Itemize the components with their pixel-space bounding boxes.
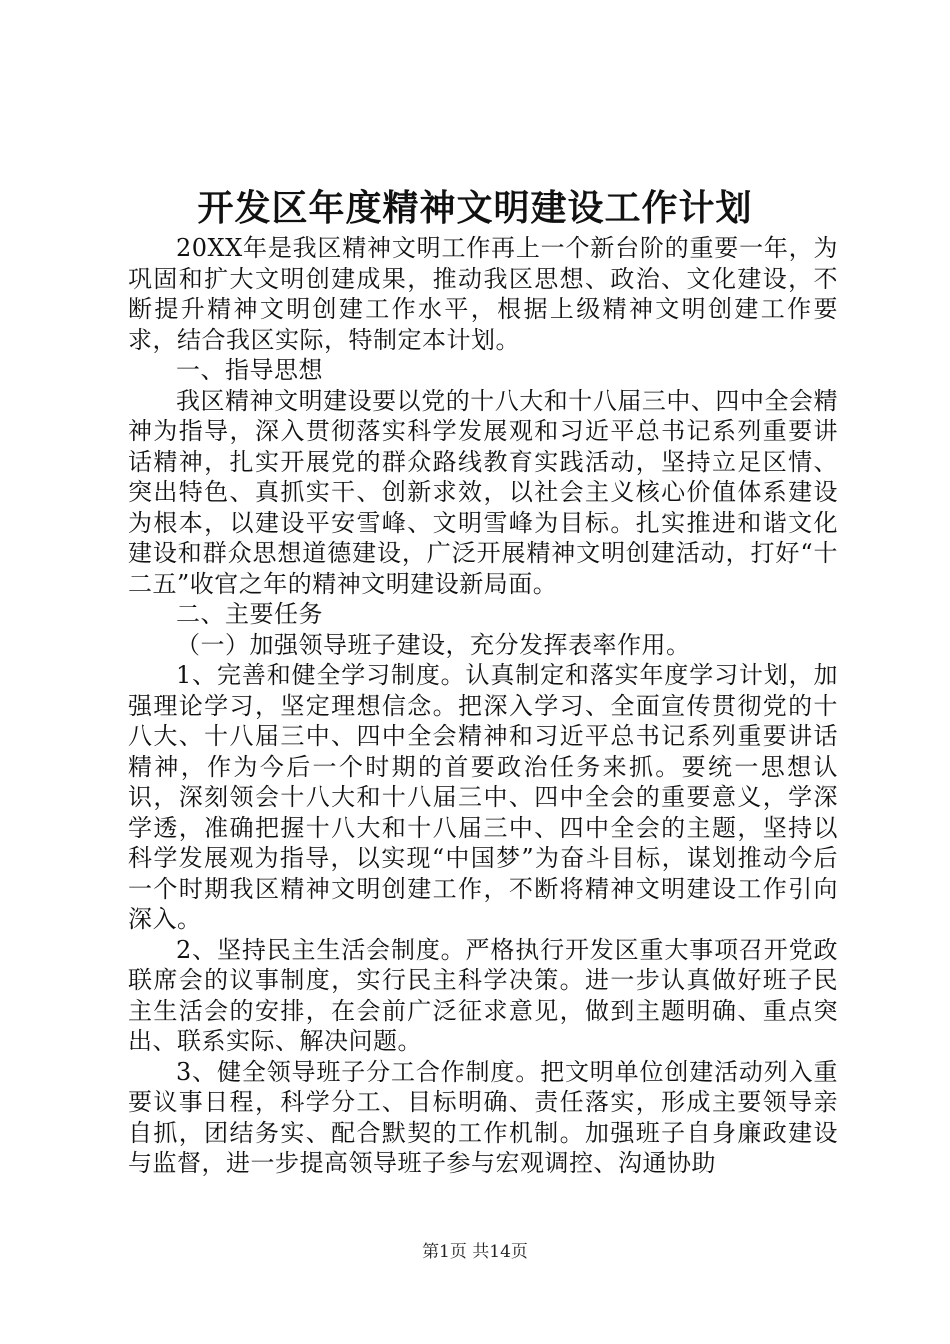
document-body	[128, 233, 838, 1179]
task-paragraph-3: 3、健全领导班子分工合作制度。把文明单位创建活动列入重要议事日程，科学分工、目标明确、责任落实，形成主要领导亲自抓，团结务实、配合默契的工作机制。加强班子自身廉政建设与监督，进一步提高领导班子参与宏观调控、沟通协助	[128, 1057, 838, 1177]
task-paragraph-1: 1、完善和健全学习制度。认真制定和落实年度学习计划，加强理论学习，坚定理想信念。把深入学习、全面宣传贯彻党的十八大、十八届三中、四中全会精神和习近平总书记系列重要讲话精神，作为今后一个时期的首要政治任务来抓。要统一思想认识，深刻领会十八大和十八届三中、四中全会的重要意义，学深学透，准确把握十八大和十八届三中、四中全会的主题，坚持以科学发展观为指导，以实现“中国梦”为奋斗目标，谋划推动今后一个时期我区精神文明创建工作，不断将精神文明建设工作引向深入。	[128, 661, 838, 933]
section-heading-main-tasks: 二、主要任务	[176, 600, 323, 628]
subsection-heading-leadership: （一）加强领导班子建设，充分发挥表率作用。	[176, 630, 691, 659]
section-heading-guiding-thought: 一、指导思想	[176, 356, 323, 384]
task-paragraph-2: 2、坚持民主生活会制度。严格执行开发区重大事项召开党政联席会的议事制度，实行民主科学决策。进一步认真做好班子民主生活会的安排，在会前广泛征求意见，做到主题明确、重点突出、联系实际、解决问题。	[128, 935, 838, 1055]
page-number-footer: 第1页 共14页	[422, 1242, 528, 1262]
document-title: 开发区年度精神文明建设工作计划	[197, 187, 753, 229]
intro-paragraph: 20XX年是我区精神文明工作再上一个新台阶的重要一年，为巩固和扩大文明创建成果，推动我区思想、政治、文化建设，不断提升精神文明创建工作水平，根据上级精神文明创建工作要求，结合我区实际，特制定本计划。	[128, 234, 838, 354]
guiding-thought-paragraph: 我区精神文明建设要以党的十八大和十八届三中、四中全会精神为指导，深入贯彻落实科学发展观和习近平总书记系列重要讲话精神，扎实开展党的群众路线教育实践活动，坚持立足区情、突出特色、真抓实干、创新求效，以社会主义核心价值体系建设为根本，以建设平安雪峰、文明雪峰为目标。扎实推进和谐文化建设和群众思想道德建设，广泛开展精神文明创建活动，打好“十二五”收官之年的精神文明建设新局面。	[128, 386, 838, 598]
